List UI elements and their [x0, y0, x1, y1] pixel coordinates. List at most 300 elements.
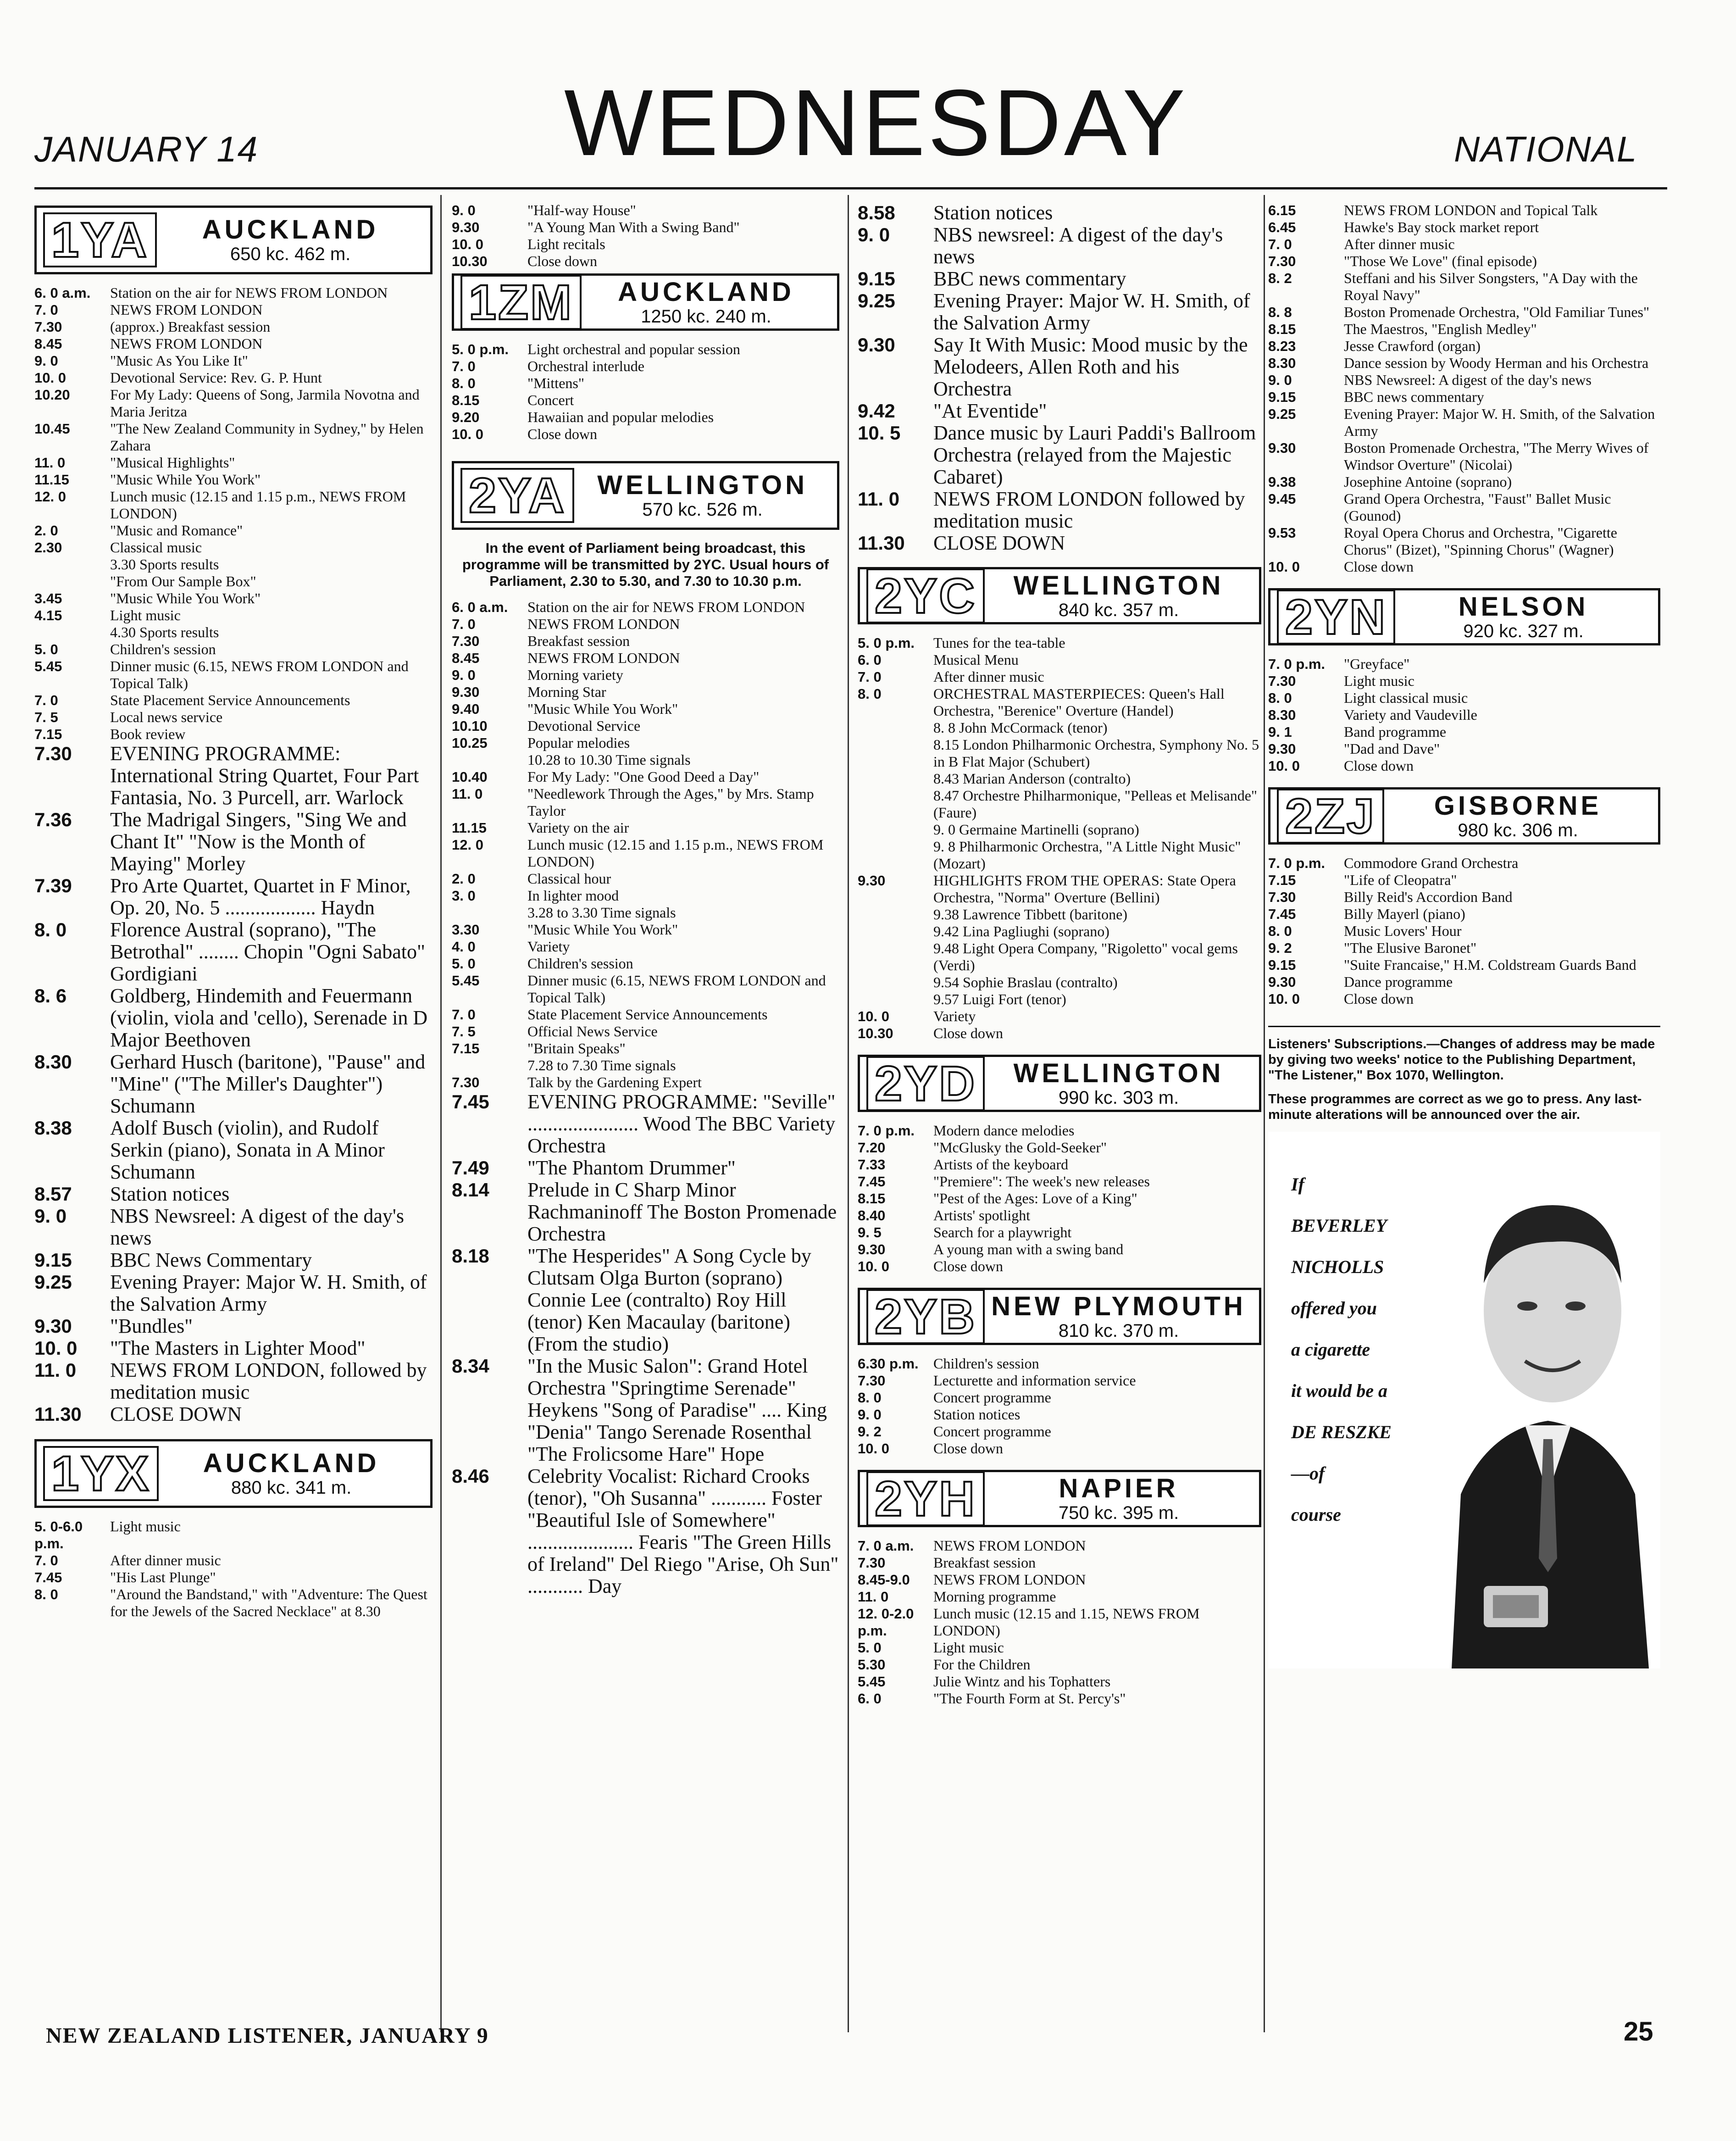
programme-text: The Maestros, "English Medley": [1344, 321, 1537, 337]
programme-text: Billy Reid's Accordion Band: [1344, 889, 1513, 905]
time-label: 5.30: [858, 1657, 886, 1673]
schedule-2yh-continued: [1268, 202, 1660, 575]
programme-text: Children's session: [933, 1355, 1039, 1372]
schedule-row: [858, 488, 1261, 532]
schedule-row: [452, 1006, 839, 1023]
programme-text: "The Masters in Lighter Mood": [110, 1337, 366, 1359]
programme-text: Light orchestral and popular session: [527, 341, 740, 357]
time-label: 6.45: [1268, 219, 1296, 235]
schedule-row: [1268, 723, 1660, 740]
time-label: 5.45: [452, 973, 480, 989]
time-label: 10. 0: [452, 426, 483, 442]
schedule-row: [452, 734, 839, 751]
programme-text: "The Fourth Form at St. Percy's": [933, 1690, 1126, 1707]
programme-text: Julie Wintz and his Tophatters: [933, 1673, 1111, 1690]
time-label: 6. 0: [858, 1691, 882, 1707]
portrait-photo: [1433, 1146, 1660, 1668]
schedule-1zm: [452, 341, 839, 443]
schedule-row: [34, 641, 433, 658]
schedule-row: [452, 667, 839, 684]
time-label: 9.30: [34, 1315, 72, 1337]
schedule-row: [34, 1051, 433, 1117]
schedule-row: [34, 1359, 433, 1403]
schedule-row: [1268, 270, 1660, 304]
time-label: 9.30: [858, 1241, 886, 1257]
schedule-2ya-late: [858, 202, 1261, 554]
station-frequency: 1250 kc. 240 m.: [641, 306, 771, 327]
programme-text: Evening Prayer: Major W. H. Smith, of the Salvation Army: [1344, 406, 1655, 439]
programme-text: BBC news commentary: [933, 267, 1126, 290]
schedule-row: [452, 1157, 839, 1179]
schedule-row: [34, 1117, 433, 1183]
time-label: 9.38: [1268, 474, 1296, 490]
schedule-row: [452, 921, 839, 938]
time-label: 5.45: [34, 658, 62, 674]
time-label: 11. 0: [34, 1359, 77, 1381]
page-number: 25: [1624, 2017, 1653, 2046]
column-3: [858, 202, 1261, 1707]
time-label: [858, 770, 933, 787]
time-label: [858, 974, 933, 991]
time-label: 10. 0: [858, 1258, 889, 1274]
time-label: 9.30: [858, 873, 886, 889]
advert-line: —of: [1291, 1463, 1325, 1484]
time-label: 7.30: [1268, 253, 1296, 269]
programme-text: Light classical music: [1344, 690, 1468, 706]
schedule-row: [858, 685, 1261, 719]
schedule-row: [34, 352, 433, 369]
subscriptions-notice: Listeners' Subscriptions.—Changes of address may be made by giving two weeks' notice to the Publishing Department, "The Listener," Box 1070, Wellington.: [1268, 1037, 1655, 1083]
time-label: 10. 0: [34, 1337, 78, 1359]
schedule-1yx: [34, 1518, 433, 1620]
schedule-row: [858, 1190, 1261, 1207]
programme-text: Close down: [527, 253, 597, 269]
programme-text: Search for a playwright: [933, 1224, 1072, 1240]
programme-text: Close down: [933, 1258, 1003, 1274]
time-label: 9. 0: [858, 1407, 882, 1423]
programme-text: Tunes for the tea-table: [933, 634, 1065, 651]
time-label: [858, 940, 933, 974]
programme-text: The Madrigal Singers, "Sing We and Chant It" "Now is the Month of Maying" Morley: [110, 808, 407, 875]
time-label: 7. 5: [452, 1023, 476, 1040]
programme-text: Light music: [1344, 673, 1414, 689]
time-label: 10.20: [34, 387, 70, 403]
time-label: 8. 0: [452, 375, 476, 391]
time-label: [858, 838, 933, 872]
cigarette-advertisement: [1268, 1132, 1660, 1668]
programme-text: For My Lady: "One Good Deed a Day": [527, 768, 760, 785]
time-label: 9.25: [1268, 406, 1296, 422]
programme-text: "Those We Love" (final episode): [1344, 253, 1537, 269]
schedule-row: [452, 202, 839, 219]
programme-text: Adolf Busch (violin), and Rudolf Serkin (piano), Sonata in A Minor Schumann: [110, 1117, 385, 1183]
time-label: 5. 0 p.m.: [452, 341, 509, 357]
schedule-row: [858, 634, 1261, 651]
schedule-row: [452, 650, 839, 667]
schedule-row: [1268, 389, 1660, 406]
schedule-row: [858, 1605, 1261, 1639]
time-label: 9.15: [858, 268, 895, 289]
time-label: 8. 0: [858, 1390, 882, 1406]
notices: [1268, 1026, 1660, 1123]
programme-text: "Music While You Work": [110, 590, 261, 606]
programme-text: 9.57 Luigi Fort (tenor): [933, 991, 1066, 1007]
programme-text: Lunch music (12.15 and 1.15 p.m., NEWS FROM LONDON): [110, 488, 406, 522]
time-label: 8. 0: [858, 686, 882, 702]
programme-text: Light music: [110, 607, 181, 623]
programme-text: 8.43 Marian Anderson (contralto): [933, 770, 1131, 787]
time-label: 2.30: [34, 539, 62, 556]
schedule-row: [858, 668, 1261, 685]
programme-text: "Premiere": The week's new releases: [933, 1173, 1150, 1190]
station-box-2yc: [858, 567, 1261, 624]
time-label: [858, 821, 933, 838]
schedule-row: [452, 1040, 839, 1057]
schedule-row: [34, 919, 433, 985]
column-divider: [440, 195, 442, 2032]
schedule-row: [34, 692, 433, 709]
schedule-row: [452, 599, 839, 616]
schedule-row: [858, 838, 1261, 872]
time-label: 7.30: [452, 1074, 480, 1090]
programme-text: "Needlework Through the Ages," by Mrs. Stamp Taylor: [527, 785, 814, 819]
schedule-row: [34, 1205, 433, 1249]
programme-text: "A Young Man With a Swing Band": [527, 219, 740, 235]
station-frequency: 570 kc. 526 m.: [642, 500, 763, 520]
schedule-row: [1268, 656, 1660, 673]
programme-text: Orchestral interlude: [527, 358, 644, 374]
time-label: 7.39: [34, 875, 72, 896]
schedule-row: [34, 1337, 433, 1359]
schedule-1yx-continued: [452, 202, 839, 270]
programme-text: Book review: [110, 726, 186, 742]
time-label: 9.42: [858, 400, 895, 422]
station-box-1ya: [34, 206, 433, 274]
station-box-2yn: [1268, 588, 1660, 645]
programme-text: Boston Promenade Orchestra, "The Merry Wives of Windsor Overture" (Nicolai): [1344, 439, 1649, 473]
schedule-row: [452, 684, 839, 701]
schedule-row: [452, 1091, 839, 1157]
time-label: [452, 751, 527, 768]
station-call-sign: 2YB: [866, 1289, 985, 1344]
time-label: 11. 0: [858, 1589, 889, 1605]
programme-text: Pro Arte Quartet, Quartet in F Minor, Op. 20, No. 5 .................. Haydn: [110, 874, 411, 919]
schedule-row: [858, 1173, 1261, 1190]
time-label: 8.15: [1268, 321, 1296, 337]
time-label: 7. 0 a.m.: [858, 1538, 914, 1554]
time-label: 10. 0: [452, 236, 483, 252]
schedule-row: [1268, 372, 1660, 389]
time-label: 8.15: [452, 392, 480, 408]
programme-text: NBS Newsreel: A digest of the day's news: [1344, 372, 1592, 388]
schedule-row: [34, 284, 433, 301]
programme-text: CLOSE DOWN: [933, 532, 1065, 554]
time-label: 9. 1: [1268, 724, 1292, 740]
schedule-row: [34, 335, 433, 352]
programme-text: Dance session by Woody Herman and his Orchestra: [1344, 355, 1649, 371]
schedule-2yd: [858, 1122, 1261, 1275]
schedule-row: [1268, 923, 1660, 940]
time-label: [858, 906, 933, 923]
programme-text: "Pest of the Ages: Love of a King": [933, 1190, 1137, 1207]
programme-text: CLOSE DOWN: [110, 1403, 242, 1425]
time-label: 10. 0: [34, 370, 66, 386]
time-label: 7.15: [1268, 872, 1296, 888]
time-label: 8. 0: [1268, 923, 1292, 939]
schedule-row: [34, 1403, 433, 1425]
time-label: 10.30: [858, 1025, 893, 1041]
column-2: [452, 202, 839, 1597]
programme-text: Say It With Music: Mood music by the Melodeers, Allen Roth and his Orchestra: [933, 334, 1248, 400]
time-label: 8.45: [452, 650, 480, 666]
time-label: 5. 0 p.m.: [858, 635, 915, 651]
time-label: 2. 0: [452, 871, 476, 887]
station-box-2yd: [858, 1055, 1261, 1112]
programme-text: Gerhard Husch (baritone), "Pause" and "Mine" ("The Miller's Daughter") Schumann: [110, 1051, 426, 1117]
schedule-2yc: [858, 634, 1261, 1042]
programme-text: EVENING PROGRAMME: International String Quartet, Four Part Fantasia, No. 3 Purcell, arr. Warlock: [110, 742, 419, 809]
station-box-1yx: [34, 1439, 433, 1508]
time-label: [452, 1057, 527, 1074]
time-label: 10. 0: [1268, 991, 1300, 1007]
time-label: 8.45: [34, 336, 62, 352]
schedule-row: [858, 974, 1261, 991]
programme-text: 7.28 to 7.30 Time signals: [527, 1057, 676, 1073]
schedule-row: [1268, 956, 1660, 973]
station-call-sign: 2YD: [866, 1056, 985, 1111]
station-call-sign: 2YH: [866, 1471, 985, 1526]
advert-line: If: [1291, 1174, 1304, 1195]
schedule-row: [1268, 524, 1660, 558]
schedule-row: [858, 1406, 1261, 1423]
station-city: WELLINGTON: [597, 470, 808, 500]
schedule-row: [452, 836, 839, 870]
time-label: 9. 0: [858, 224, 890, 245]
station-call-sign: 2YC: [866, 568, 985, 623]
programme-text: Dance programme: [1344, 973, 1453, 990]
time-label: 9.15: [34, 1249, 72, 1271]
parliament-note: In the event of Parliament being broadcast, this programme will be transmitted by 2YC. Usual hours of Parliament, 2.30 to 5.30, and 7.30 to 10.30 p.m.: [462, 540, 829, 589]
time-label: [34, 624, 110, 641]
programme-text: For the Children: [933, 1656, 1031, 1673]
programme-text: (approx.) Breakfast session: [110, 318, 271, 335]
programme-text: Devotional Service: [527, 717, 641, 734]
time-label: 8. 2: [1268, 270, 1292, 286]
programme-text: NEWS FROM LONDON: [527, 650, 680, 666]
schedule-row: [858, 923, 1261, 940]
programme-text: ORCHESTRAL MASTERPIECES: Queen's Hall Orchestra, "Berenice" Overture (Handel): [933, 685, 1225, 719]
time-label: 7. 0 p.m.: [1268, 656, 1326, 672]
station-call-sign: 1YA: [43, 212, 157, 267]
programme-text: Music Lovers' Hour: [1344, 923, 1462, 939]
station-city: NELSON: [1458, 591, 1589, 622]
programme-text: Hawke's Bay stock market report: [1344, 219, 1539, 235]
programme-text: "Dad and Dave": [1344, 740, 1440, 757]
schedule-row: [1268, 219, 1660, 236]
programme-text: "Life of Cleopatra": [1344, 872, 1457, 888]
time-label: 9.15: [1268, 389, 1296, 405]
programme-text: Light music: [933, 1639, 1004, 1656]
schedule-row: [858, 906, 1261, 923]
time-label: 7.45: [34, 1569, 62, 1585]
programme-text: 3.28 to 3.30 Time signals: [527, 904, 676, 921]
schedule-row: [858, 1423, 1261, 1440]
time-label: 9.30: [1268, 741, 1296, 757]
time-label: 7.36: [34, 809, 72, 830]
schedule-row: [1268, 706, 1660, 723]
programme-text: "In the Music Salon": Grand Hotel Orchestra "Springtime Serenade" Heykens "Song of Paradise" .... King "Denia" Tango Serenade Rosenthal "The Frolicsome Hare" Hope: [527, 1355, 827, 1465]
time-label: 12. 0: [34, 489, 66, 505]
time-label: 8. 6: [34, 985, 67, 1007]
programme-text: "Musical Highlights": [110, 454, 235, 471]
time-label: 8. 0: [34, 919, 67, 940]
time-label: 10. 0: [858, 1440, 889, 1457]
station-box-2yh: [858, 1470, 1261, 1527]
schedule-row: [1268, 355, 1660, 372]
programme-text: "The Phantom Drummer": [527, 1157, 736, 1179]
time-label: 7.30: [1268, 889, 1296, 905]
programme-text: NEWS FROM LONDON: [933, 1571, 1086, 1588]
advert-text: [1291, 1164, 1392, 1535]
programme-text: Station on the air for NEWS FROM LONDON: [527, 599, 805, 615]
time-label: 6. 0: [858, 652, 882, 668]
time-label: [858, 787, 933, 821]
time-label: 10. 0: [1268, 758, 1300, 774]
time-label: 7. 0: [34, 692, 58, 708]
schedule-row: [858, 1008, 1261, 1025]
time-label: 8.18: [452, 1245, 489, 1267]
programme-text: Morning variety: [527, 667, 623, 683]
schedule-row: [452, 633, 839, 650]
schedule-row: [34, 522, 433, 539]
time-label: 7.30: [858, 1555, 886, 1571]
programme-text: "The Hesperides" A Song Cycle by Clutsam Olga Burton (soprano) Connie Lee (contralto) Roy Hill (tenor) Ken Macaulay (baritone) (From the studio): [527, 1245, 811, 1355]
programme-text: Breakfast session: [933, 1554, 1036, 1571]
time-label: 8.58: [858, 202, 895, 223]
schedule-row: [858, 1656, 1261, 1673]
programme-text: After dinner music: [933, 668, 1044, 685]
programme-text: Celebrity Vocalist: Richard Crooks (tenor), "Oh Susanna" ........... Foster "Beautiful Isle of Somewhere" ..................... Fearis "The Green Hills of Ireland" Del Riego "Arise, Oh Sun" ........... Day: [527, 1465, 839, 1597]
station-frequency: 880 kc. 341 m.: [231, 1478, 352, 1498]
schedule-row: [452, 392, 839, 409]
schedule-row: [858, 719, 1261, 736]
time-label: 10. 5: [858, 422, 901, 444]
time-label: 9. 0: [1268, 372, 1292, 388]
time-label: 8.30: [1268, 707, 1296, 723]
time-label: 9.40: [452, 701, 480, 717]
time-label: 8.15: [858, 1190, 886, 1207]
schedule-row: [858, 736, 1261, 770]
schedule-row: [1268, 673, 1660, 690]
time-label: 8.30: [34, 1051, 72, 1073]
time-label: 7.30: [34, 743, 72, 764]
programme-text: Station on the air for NEWS FROM LONDON: [110, 284, 388, 301]
programme-text: Dinner music (6.15, NEWS FROM LONDON and Topical Talk): [110, 658, 409, 691]
schedule-row: [34, 985, 433, 1051]
schedule-row: [1268, 757, 1660, 774]
time-label: 11. 0: [858, 488, 900, 510]
time-label: 5. 0: [452, 956, 476, 972]
schedule-row: [858, 334, 1261, 400]
station-city: GISBORNE: [1434, 790, 1602, 821]
schedule-row: [34, 1183, 433, 1205]
programme-text: "Mittens": [527, 375, 584, 391]
station-frequency: 750 kc. 395 m.: [1058, 1502, 1179, 1523]
schedule-row: [34, 709, 433, 726]
time-label: 7.49: [452, 1157, 489, 1179]
programme-text: "The Elusive Baronet": [1344, 940, 1477, 956]
programme-text: "Music While You Work": [527, 921, 678, 938]
schedule-row: [858, 290, 1261, 334]
time-label: 9. 0: [452, 202, 476, 218]
programme-text: EVENING PROGRAMME: "Seville" ...................... Wood The BBC Variety Orchestra: [527, 1090, 836, 1157]
schedule-row: [452, 1023, 839, 1040]
schedule-row: [34, 488, 433, 522]
time-label: 7. 0: [1268, 236, 1292, 252]
time-label: 7. 5: [34, 709, 58, 725]
programme-text: Light music: [110, 1518, 181, 1535]
time-label: 5. 0: [34, 641, 58, 657]
station-box-1zm: [452, 273, 839, 331]
schedule-row: [1268, 406, 1660, 439]
advert-line: it would be a: [1291, 1380, 1388, 1401]
programme-text: Florence Austral (soprano), "The Betrothal" ........ Chopin "Ogni Sabato" Gordigiani: [110, 918, 425, 985]
programme-text: For My Lady: Queens of Song, Jarmila Novotna and Maria Jeritza: [110, 386, 420, 420]
time-label: 8.23: [1268, 338, 1296, 354]
schedule-row: [452, 341, 839, 358]
time-label: 9. 0: [452, 667, 476, 683]
time-label: 8. 0: [34, 1586, 58, 1602]
schedule-row: [1268, 321, 1660, 338]
schedule-row: [34, 875, 433, 919]
programme-text: BBC news commentary: [1344, 389, 1484, 405]
schedule-row: [34, 369, 433, 386]
programme-text: After dinner music: [110, 1552, 221, 1568]
programme-text: 9.48 Light Opera Company, "Rigoletto" vocal gems (Verdi): [933, 940, 1238, 973]
schedule-row: [858, 1372, 1261, 1389]
time-label: 3.45: [34, 590, 62, 606]
schedule-2yb: [858, 1355, 1261, 1457]
time-label: 10.25: [452, 735, 488, 751]
station-city: NEW PLYMOUTH: [991, 1291, 1246, 1321]
schedule-row: [34, 386, 433, 420]
programme-text: Station notices: [110, 1183, 230, 1205]
advert-line: NICHOLLS: [1291, 1257, 1384, 1277]
programme-text: Classical music: [110, 539, 202, 556]
time-label: 7. 0 p.m.: [858, 1123, 915, 1139]
schedule-row: [858, 268, 1261, 290]
schedule-row: [1268, 973, 1660, 990]
programme-text: Variety and Vaudeville: [1344, 706, 1477, 723]
schedule-row: [34, 726, 433, 743]
station-call-sign: 1YX: [43, 1446, 159, 1501]
schedule-row: [452, 1057, 839, 1074]
schedule-row: [452, 616, 839, 633]
schedule-row: [1268, 872, 1660, 889]
time-label: 8.38: [34, 1117, 72, 1139]
schedule-row: [858, 1588, 1261, 1605]
programme-text: Concert programme: [933, 1389, 1051, 1406]
advert-line: BEVERLEY: [1291, 1215, 1387, 1236]
time-label: 7.15: [34, 726, 62, 742]
schedule-row: [858, 651, 1261, 668]
schedule-row: [452, 1179, 839, 1245]
station-frequency: 920 kc. 327 m.: [1463, 621, 1584, 641]
time-label: 7. 0: [34, 1552, 58, 1568]
programme-text: "Music and Romance": [110, 522, 243, 539]
schedule-row: [34, 658, 433, 692]
time-label: 7.20: [858, 1140, 886, 1156]
